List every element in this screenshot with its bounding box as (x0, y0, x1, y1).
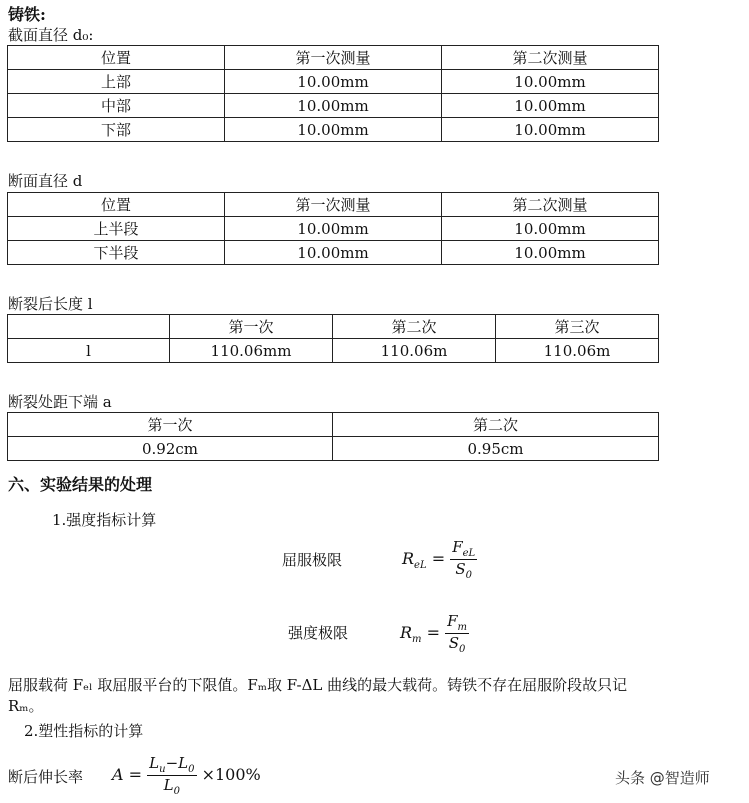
table-row (8, 94, 659, 118)
table-cell: 10.00mm (442, 217, 659, 241)
table-cell: 10.00mm (442, 241, 659, 265)
table-header-cell (8, 315, 170, 339)
table-header-cell: 第二次 (333, 315, 496, 339)
subsection1-title: 1.强度指标计算 (52, 511, 157, 529)
table-header-cell: 第二次测量 (442, 193, 659, 217)
table-cell: 110.06m (496, 339, 659, 363)
watermark: 头条 @智造师 (615, 769, 710, 787)
table-cell: 中部 (8, 94, 225, 118)
table-row (8, 339, 659, 363)
paragraph-load-line1: 屈服载荷 Fₑₗ 取屈服平台的下限值。Fₘ取 F-ΔL 曲线的最大载荷。铸铁不存在屈服阶段故只记 (8, 676, 628, 694)
table-cell: 0.92cm (8, 437, 333, 461)
table-header-cell: 第一次测量 (225, 46, 442, 70)
table-cell: 上半段 (8, 217, 225, 241)
table-header-cell: 位置 (8, 46, 225, 70)
table-cell: 10.00mm (225, 118, 442, 142)
section6-title: 六、实验结果的处理 (8, 475, 153, 494)
table-fracture-diameter (7, 192, 659, 265)
table-cell: 10.00mm (225, 94, 442, 118)
table-cell: 10.00mm (225, 70, 442, 94)
table-cell: l (8, 339, 170, 363)
table-cross-section-diameter (7, 45, 659, 142)
table-header-cell: 第一次测量 (225, 193, 442, 217)
table-row (8, 217, 659, 241)
table-cell: 10.00mm (442, 118, 659, 142)
section-cast-iron-title: 铸铁: (8, 5, 46, 24)
table-row (8, 118, 659, 142)
paragraph-load-line2: Rₘ。 (8, 697, 44, 715)
table-cell: 下部 (8, 118, 225, 142)
table-header-row (8, 315, 659, 339)
table4-caption: 断裂处距下端 a (8, 393, 112, 411)
table3-caption: 断裂后长度 l (8, 295, 93, 313)
table-header-cell: 第三次 (496, 315, 659, 339)
table-cell: 10.00mm (225, 241, 442, 265)
strength-limit-label: 强度极限 (288, 624, 349, 642)
elongation-label: 断后伸长率 (8, 768, 84, 786)
table-cell: 110.06mm (170, 339, 333, 363)
table-header-row (8, 193, 659, 217)
elongation-formula: A = $\frac{L_u-L_0}{L_0}$ ×100% (112, 754, 261, 797)
table1-caption: 截面直径 d₀: (8, 26, 94, 44)
table-header-cell: 位置 (8, 193, 225, 217)
table2-caption: 断面直径 d (8, 172, 83, 190)
table-cell: 10.00mm (442, 94, 659, 118)
table-header-cell: 第一次 (8, 413, 333, 437)
subsection2-title: 2.塑性指标的计算 (24, 722, 144, 740)
table-length-after-fracture (7, 314, 659, 363)
table-row (8, 241, 659, 265)
table-header-row (8, 46, 659, 70)
table-row (8, 437, 659, 461)
table-cell: 上部 (8, 70, 225, 94)
table-header-cell: 第一次 (170, 315, 333, 339)
table-header-cell: 第二次 (333, 413, 659, 437)
table-cell: 下半段 (8, 241, 225, 265)
strength-limit-formula: $R_m$ = $\frac{F_m}{S_0}$ (400, 612, 468, 655)
yield-limit-formula: $R_{eL}$ = $\frac{F_{eL}}{S_0}$ (402, 538, 476, 581)
table-fracture-distance (7, 412, 659, 461)
table-header-cell: 第二次测量 (442, 46, 659, 70)
yield-limit-label: 屈服极限 (282, 551, 343, 569)
table-cell: 110.06m (333, 339, 496, 363)
table-row (8, 70, 659, 94)
table-cell: 0.95cm (333, 437, 659, 461)
table-header-row (8, 413, 659, 437)
table-cell: 10.00mm (225, 217, 442, 241)
table-cell: 10.00mm (442, 70, 659, 94)
